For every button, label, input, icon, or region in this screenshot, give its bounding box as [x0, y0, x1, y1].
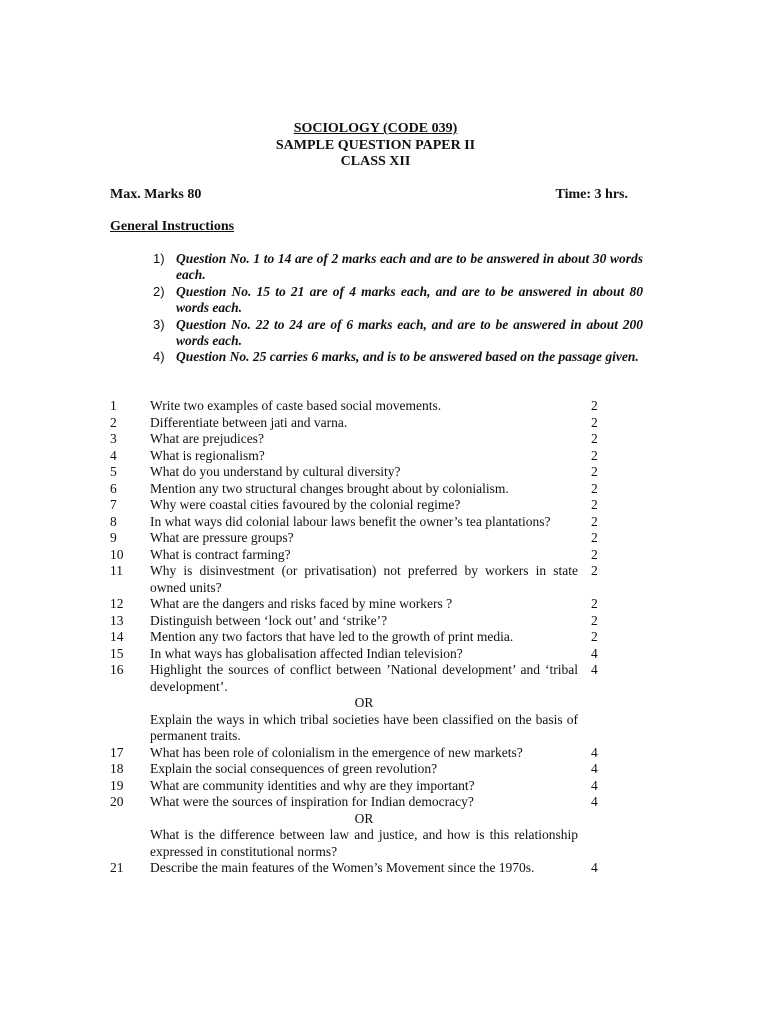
question-row [0, 530, 768, 547]
question-marks: 2 [591, 447, 598, 463]
instruction-item [153, 349, 643, 365]
question-number: 6 [110, 480, 117, 496]
question-text: Mention any two factors that have led to the growth of print media. [150, 629, 514, 644]
subject-title: SOCIOLOGY (CODE 039) [293, 121, 458, 136]
question-row [0, 827, 768, 860]
or-separator [0, 811, 768, 828]
question-text: In what ways did colonial labour laws benefit the owner’s tea plantations? [150, 513, 551, 529]
instruction-number: 3) [153, 316, 165, 332]
question-text: Mention any two structural changes brought about by colonialism. [150, 480, 509, 496]
question-number: 3 [110, 431, 117, 446]
question-number: 11 [110, 563, 123, 578]
paper-header [0, 121, 751, 171]
question-row [0, 646, 768, 663]
question-number: 19 [110, 777, 124, 793]
question-number: 16 [110, 662, 124, 677]
question-text: What is regionalism? [150, 447, 265, 463]
question-marks: 4 [591, 645, 598, 661]
question-row [0, 794, 768, 811]
or-label: OR [354, 810, 374, 826]
question-number: 13 [110, 612, 124, 628]
max-marks: Max. Marks 80 [110, 187, 202, 202]
question-row [0, 563, 768, 596]
question-row [0, 778, 768, 795]
question-number: 8 [110, 513, 117, 529]
question-number: 12 [110, 596, 124, 611]
question-number: 17 [110, 744, 124, 760]
question-marks: 4 [591, 662, 598, 677]
question-text: What is the difference between law and justice, and how is this relationship expressed in constitutional norms? [150, 827, 578, 859]
question-number: 18 [110, 761, 124, 776]
question-number: 7 [110, 497, 117, 512]
question-text: What has been role of colonialism in the emergence of new markets? [150, 744, 523, 760]
question-text: In what ways has globalisation affected Indian television? [150, 645, 463, 661]
question-row [0, 745, 768, 762]
or-separator [0, 695, 768, 712]
instruction-item [153, 317, 643, 350]
question-number: 15 [110, 645, 124, 661]
instruction-item [153, 251, 643, 284]
question-marks: 2 [591, 596, 598, 611]
instructions-list [153, 251, 643, 366]
question-marks: 4 [591, 794, 598, 809]
question-number: 10 [110, 546, 124, 562]
question-text: What were the sources of inspiration for Indian democracy? [150, 794, 474, 809]
general-instructions-heading: General Instructions [110, 219, 235, 234]
question-number: 21 [110, 860, 124, 875]
question-marks: 4 [591, 777, 598, 793]
question-text: What is contract farming? [150, 546, 291, 562]
question-marks: 4 [591, 860, 598, 875]
question-row [0, 448, 768, 465]
question-number: 9 [110, 530, 117, 545]
instruction-item [153, 284, 643, 317]
question-row [0, 613, 768, 630]
paper-title: SAMPLE QUESTION PAPER II [275, 137, 476, 153]
instruction-text: Question No. 22 to 24 are of 6 marks each, and are to be answered in about 200 words each. [176, 316, 643, 349]
question-marks: 2 [591, 414, 598, 430]
question-text: Write two examples of caste based social movements. [150, 398, 442, 413]
question-row [0, 547, 768, 564]
instruction-number: 1) [153, 251, 165, 266]
question-row [0, 514, 768, 531]
question-number: 4 [110, 447, 117, 463]
question-text: Explain the ways in which tribal societies have been classified on the basis of permanent traits. [150, 711, 578, 743]
question-row [0, 398, 768, 415]
question-number: 14 [110, 629, 124, 644]
question-text: Explain the social consequences of green revolution? [150, 761, 438, 776]
question-row [0, 662, 768, 695]
question-row [0, 415, 768, 432]
instruction-text: Question No. 1 to 14 are of 2 marks each and are to be answered in about 30 words each. [176, 251, 643, 283]
question-text: Distinguish between ‘lock out’ and ‘strike’? [150, 612, 388, 628]
question-row [0, 596, 768, 613]
question-row [0, 497, 768, 514]
question-marks: 2 [591, 480, 598, 496]
question-row [0, 761, 768, 778]
question-text: Highlight the sources of conflict between ’National development’ and ‘tribal development’. [150, 662, 578, 694]
instruction-number: 2) [153, 283, 165, 299]
instruction-number: 4) [153, 349, 165, 365]
time-allowed: Time: 3 hrs. [555, 187, 628, 202]
question-text: What are prejudices? [150, 431, 264, 446]
question-number: 20 [110, 794, 124, 809]
question-text: Why were coastal cities favoured by the colonial regime? [150, 497, 461, 512]
question-text: Why is disinvestment (or privatisation) not preferred by workers in state owned units? [150, 563, 578, 595]
question-marks: 2 [591, 497, 598, 512]
question-marks: 2 [591, 464, 598, 479]
question-number: 2 [110, 414, 117, 430]
instruction-text: Question No. 15 to 21 are of 4 marks each, and are to be answered in about 80 words each. [176, 283, 643, 316]
question-row [0, 860, 768, 877]
question-marks: 4 [591, 761, 598, 776]
question-text: Describe the main features of the Women’s Movement since the 1970s. [150, 860, 535, 875]
question-row [0, 712, 768, 745]
question-marks: 2 [591, 629, 598, 644]
question-text: What are the dangers and risks faced by mine workers ? [150, 596, 453, 611]
question-marks: 2 [591, 612, 598, 628]
question-marks: 2 [591, 563, 598, 578]
question-marks: 2 [591, 530, 598, 545]
marks-time-row [110, 187, 628, 203]
question-marks: 4 [591, 744, 598, 760]
question-text: What are community identities and why are they important? [150, 777, 475, 793]
question-text: What are pressure groups? [150, 530, 294, 545]
question-row [0, 481, 768, 498]
question-marks: 2 [591, 398, 598, 413]
instruction-text: Question No. 25 carries 6 marks, and is to be answered based on the passage given. [176, 349, 639, 365]
question-number: 5 [110, 464, 117, 479]
questions-list [0, 398, 768, 877]
question-marks: 2 [591, 431, 598, 446]
class-title: CLASS XII [340, 154, 411, 169]
question-number: 1 [110, 398, 117, 413]
question-text: Differentiate between jati and varna. [150, 414, 348, 430]
or-label: OR [354, 695, 374, 710]
question-marks: 2 [591, 513, 598, 529]
question-row [0, 464, 768, 481]
question-marks: 2 [591, 546, 598, 562]
question-row [0, 629, 768, 646]
question-row [0, 431, 768, 448]
question-text: What do you understand by cultural diversity? [150, 464, 401, 479]
